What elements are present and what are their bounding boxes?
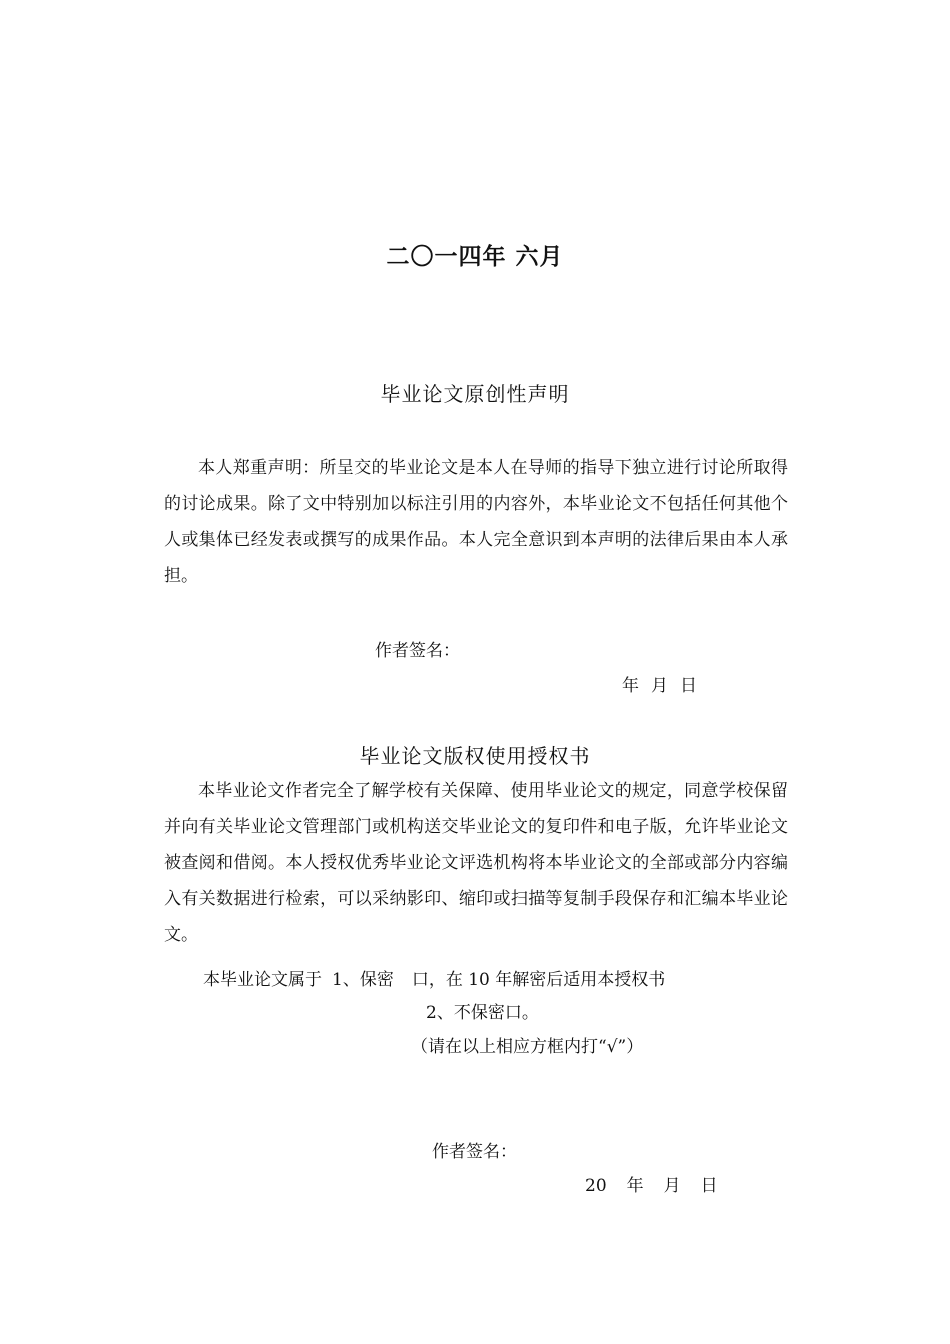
authorization-body: 本毕业论文作者完全了解学校有关保障、使用毕业论文的规定，同意学校保留并向有关毕业论文管理部门或机构送交毕业论文的复印件和电子版，允许毕业论文被查阅和借阅。本人授权优秀毕业论文评选机构将本毕业论文的全部或部分内容编入有关数据进行检索，可以采纳影印、缩印或扫描等复制手段保存和汇编本毕业论文。	[164, 781, 788, 945]
originality-date-day: 日	[680, 676, 697, 696]
originality-date-year: 年	[622, 676, 639, 696]
option-confidential-suffix: ，在 10 年解密后适用本授权书	[428, 970, 666, 990]
checkbox-instruction: （请在以上相应方框内打“√”）	[411, 1037, 644, 1057]
authorization-date-day: 日	[700, 1176, 718, 1196]
originality-signature-label: 作者签名：	[375, 641, 460, 661]
cover-date: 二〇一四年 六月	[386, 244, 564, 270]
originality-date-month: 月	[651, 676, 668, 696]
authorization-date-month: 月	[663, 1176, 681, 1196]
option-not-confidential: 2、不保密口。	[426, 1003, 539, 1023]
authorization-date-year: 年	[626, 1176, 644, 1196]
originality-title: 毕业论文原创性声明	[380, 382, 570, 406]
originality-date	[622, 671, 697, 696]
option-confidential: 1、保密	[332, 970, 394, 990]
confidentiality-row	[203, 965, 665, 990]
originality-body: 本人郑重声明：所呈交的毕业论文是本人在导师的指导下独立进行讨论所取得的讨论成果。除了文中特别加以标注引用的内容外，本毕业论文不包括任何其他个人或集体已经发表或撰写的成果作品。本人完全意识到本声明的法律后果由本人承担。	[164, 458, 788, 586]
belongs-label: 本毕业论文属于	[203, 970, 322, 990]
authorization-date-century: 20	[585, 1176, 607, 1196]
authorization-signature-label: 作者签名：	[432, 1142, 517, 1162]
authorization-date	[585, 1171, 718, 1196]
authorization-title: 毕业论文版权使用授权书	[359, 744, 591, 768]
option-confidential-checkbox[interactable]: 口	[411, 970, 429, 990]
